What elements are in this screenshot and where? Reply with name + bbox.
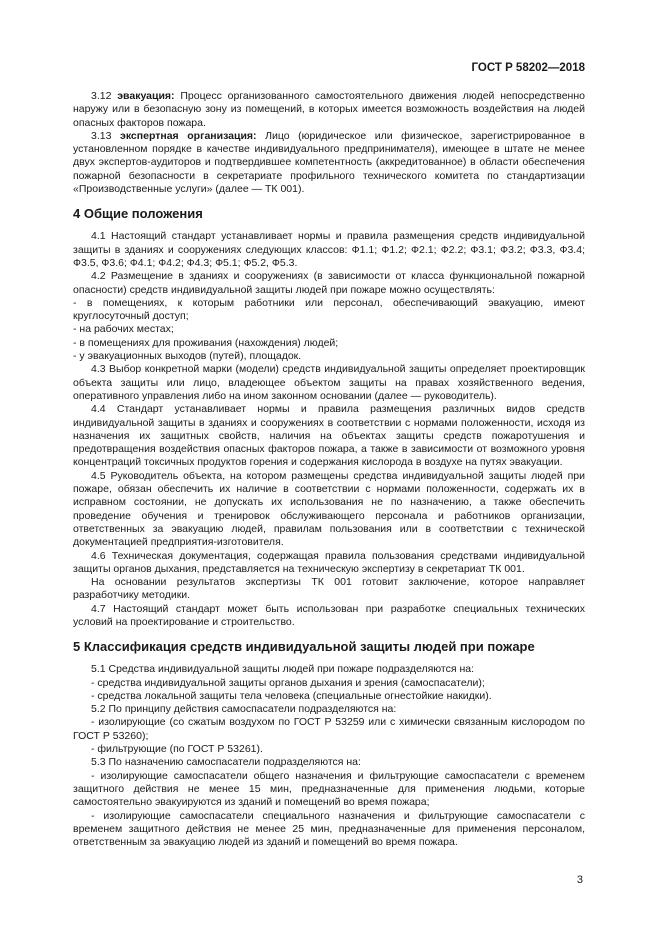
paragraph: 4.3 Выбор конкретной марки (модели) средств индивидуальной защиты определяет проектировщик объекта защиты или лицо, владеющее объектом защиты на правах хозяйственного ведения, оперативного управления либо на ином законном основании (далее — руководитель). (73, 363, 585, 402)
definition-text: Процесс организованного самостоятельного движения людей непосредственно наружу или в безопасную зону из помещений, в которых имеется возможность воздействия на людей опасных факторов пожара. (73, 90, 585, 129)
defined-term: экспертная организация: (120, 129, 257, 142)
paragraph: 4.4 Стандарт устанавливает нормы и правила размещения различных видов средств индивидуальной защиты в зданиях и сооружениях в соответствии с нормами положенности, исходя из назначения их защитных свойств, наличия на объектах защиты средств пожаротушения и предотвращения воздействия опасных факторов пожара, а также в зависимости от возможного уровня концентраций токсичных продуктов горения и содержания кислорода в воздухе на путях эвакуации. (73, 403, 585, 469)
paragraph: - на рабочих местах; (73, 323, 174, 336)
clause-number: 3.12 (91, 90, 118, 102)
paragraph: - средства локальной защиты тела человека (специальные огнестойкие накидки). (91, 689, 492, 702)
paragraph: 4.1 Настоящий стандарт устанавливает нормы и правила размещения средств индивидуальной защиты в зданиях и сооружениях следующих классов: Ф1.1; Ф1.2; Ф2.1; Ф2.2; Ф3.1; Ф3.2; Ф3.3, Ф3.4; Ф3.5, Ф3.6; Ф4.1; Ф4.2; Ф4.3; Ф5.1; Ф5.2, Ф5.3. (73, 230, 585, 269)
paragraph: 4.7 Настоящий стандарт может быть использован при разработке специальных технических условий на проектирование и строительство. (73, 602, 585, 628)
section-heading: 5 Классификация средств индивидуальной защиты людей при пожаре (73, 639, 535, 655)
paragraph: - в помещениях для проживания (нахождения) людей; (73, 336, 339, 349)
paragraph: 4.2 Размещение в зданиях и сооружениях (в зависимости от класса функциональной пожарной опасности) средств индивидуальной защиты людей при пожаре можно осуществлять: (73, 270, 585, 296)
definition-text: Лицо (юридическое или физическое, зарегистрированное в установленном порядке в качестве индивидуального предпринимателя), имеющее в штате не менее двух экспертов-аудиторов и подтвердившее компетентность (аккредитованное) в области обеспечения пожарной безопасности в секретариате профильного технического комитета по стандартизации «Производственные услуги» (далее — ТК 001). (73, 129, 585, 196)
paragraph: - средства индивидуальной защиты органов дыхания и зрения (самоспасатели); (91, 676, 485, 689)
paragraph: 4.5 Руководитель объекта, на котором размещены средства индивидуальной защиты людей при пожаре, обязан обеспечить их наличие в соответствии с нормами положенности, содержать их в исправном состоянии, не допускать их использования не по назначению, а также обеспечить проведение обучения и тренировок обслуживающего персонала и работников организации, ответственных за эвакуацию людей, правилам пользования или в соответствии с технической документацией предприятия-изготовителя. (73, 469, 585, 549)
paragraph: 5.2 По принципу действия самоспасатели подразделяются на: (91, 703, 397, 716)
page-number: 3 (576, 874, 583, 886)
paragraph: 4.6 Техническая документация, содержащая правила пользования средствами индивидуальной защиты органов дыхания, представляется на техническую экспертизу в секретариат ТК 001. (73, 549, 585, 575)
defined-term: эвакуация: (117, 90, 175, 102)
paragraph: - изолирующие (со сжатым воздухом по ГОСТ Р 53259 или с химически связанным кислородом по ГОСТ Р 53260); (73, 716, 585, 742)
document-number: ГОСТ Р 58202—2018 (471, 62, 585, 74)
paragraph: 5.1 Средства индивидуальной защиты людей при пожаре подразделяются на: (91, 663, 475, 676)
paragraph: - в помещениях, к которым работники или персонал, обеспечивающий эвакуацию, имеют круглосуточный доступ; (73, 296, 585, 323)
paragraph (73, 90, 585, 130)
clause-number: 3.13 (91, 129, 121, 142)
paragraph: - изолирующие самоспасатели общего назначения и фильтрующие самоспасатели с временем защитного действия не менее 15 мин, предназначенные для применения людьми, которые самостоятельно эвакуируются из зданий и помещений во время пожара; (73, 769, 585, 809)
paragraph (73, 130, 585, 196)
paragraph: - у эвакуационных выходов (путей), площадок. (73, 350, 302, 363)
section-heading: 4 Общие положения (73, 206, 203, 222)
paragraph: 5.3 По назначению самоспасатели подразделяются на: (91, 756, 361, 769)
paragraph: На основании результатов экспертизы ТК 001 готовит заключение, которое направляет разработчику методики. (73, 576, 585, 602)
paragraph: - фильтрующие (по ГОСТ Р 53261). (91, 743, 263, 756)
paragraph: - изолирующие самоспасатели специального назначения и фильтрующие самоспасатели с временем защитного действия не менее 25 мин, предназначенные для применения персоналом, ответственным за эвакуацию людей из зданий и помещений во время пожара. (73, 809, 585, 849)
document-body (73, 90, 585, 849)
